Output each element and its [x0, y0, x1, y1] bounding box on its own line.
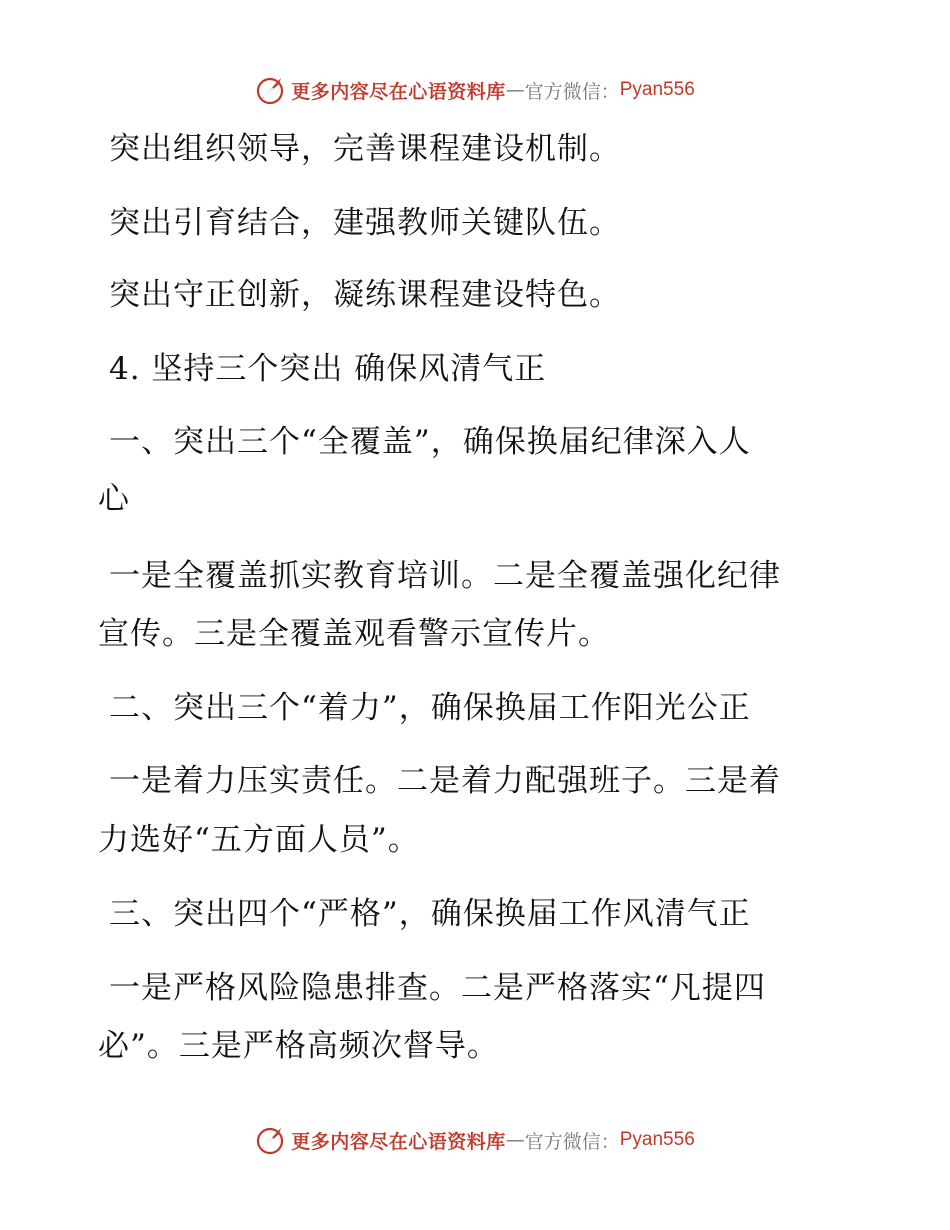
text-line: 突出引育结合，建强教师关键队伍。 [109, 205, 621, 241]
banner-prefix: 更多内容尽在心语资料库 [291, 80, 506, 103]
banner-wechat-id: Pyan556 [619, 79, 695, 100]
text-line: 宣传。三是全覆盖观看警示宣传片。 [98, 616, 610, 652]
text-line: 突出守正创新，凝练课程建设特色。 [109, 277, 621, 313]
subheading-continued: 心 [98, 481, 130, 517]
text-line: 一是全覆盖抓实教育培训。二是全覆盖强化纪律 [109, 558, 781, 594]
quill-logo-icon [255, 74, 287, 106]
quill-logo-icon [255, 1124, 287, 1156]
subheading: 一、突出三个“全覆盖”，确保换届纪律深入人 [109, 424, 751, 460]
text-line: 力选好“五方面人员”。 [98, 822, 420, 858]
text-line: 突出组织领导，完善课程建设机制。 [109, 131, 621, 167]
text-line: 必”。三是严格高频次督导。 [98, 1028, 499, 1064]
subheading: 二、突出三个“着力”，确保换届工作阳光公正 [109, 690, 751, 726]
header-banner [0, 70, 950, 110]
banner-wechat-id: Pyan556 [619, 1129, 695, 1150]
banner-prefix: 更多内容尽在心语资料库 [291, 1130, 506, 1153]
banner-label: 官方微信： [524, 1130, 620, 1153]
text-line: 一是严格风险隐患排查。二是严格落实“凡提四 [109, 970, 766, 1006]
banner-dash: — [505, 1129, 525, 1151]
banner-dash: — [505, 79, 525, 101]
text-line: 一是着力压实责任。二是着力配强班子。三是着 [109, 763, 781, 799]
banner-label: 官方微信： [524, 80, 620, 103]
section-heading: 4. 坚持三个突出 确保风清气正 [109, 351, 547, 387]
footer-banner [0, 1120, 950, 1160]
subheading: 三、突出四个“严格”，确保换届工作风清气正 [109, 896, 751, 932]
